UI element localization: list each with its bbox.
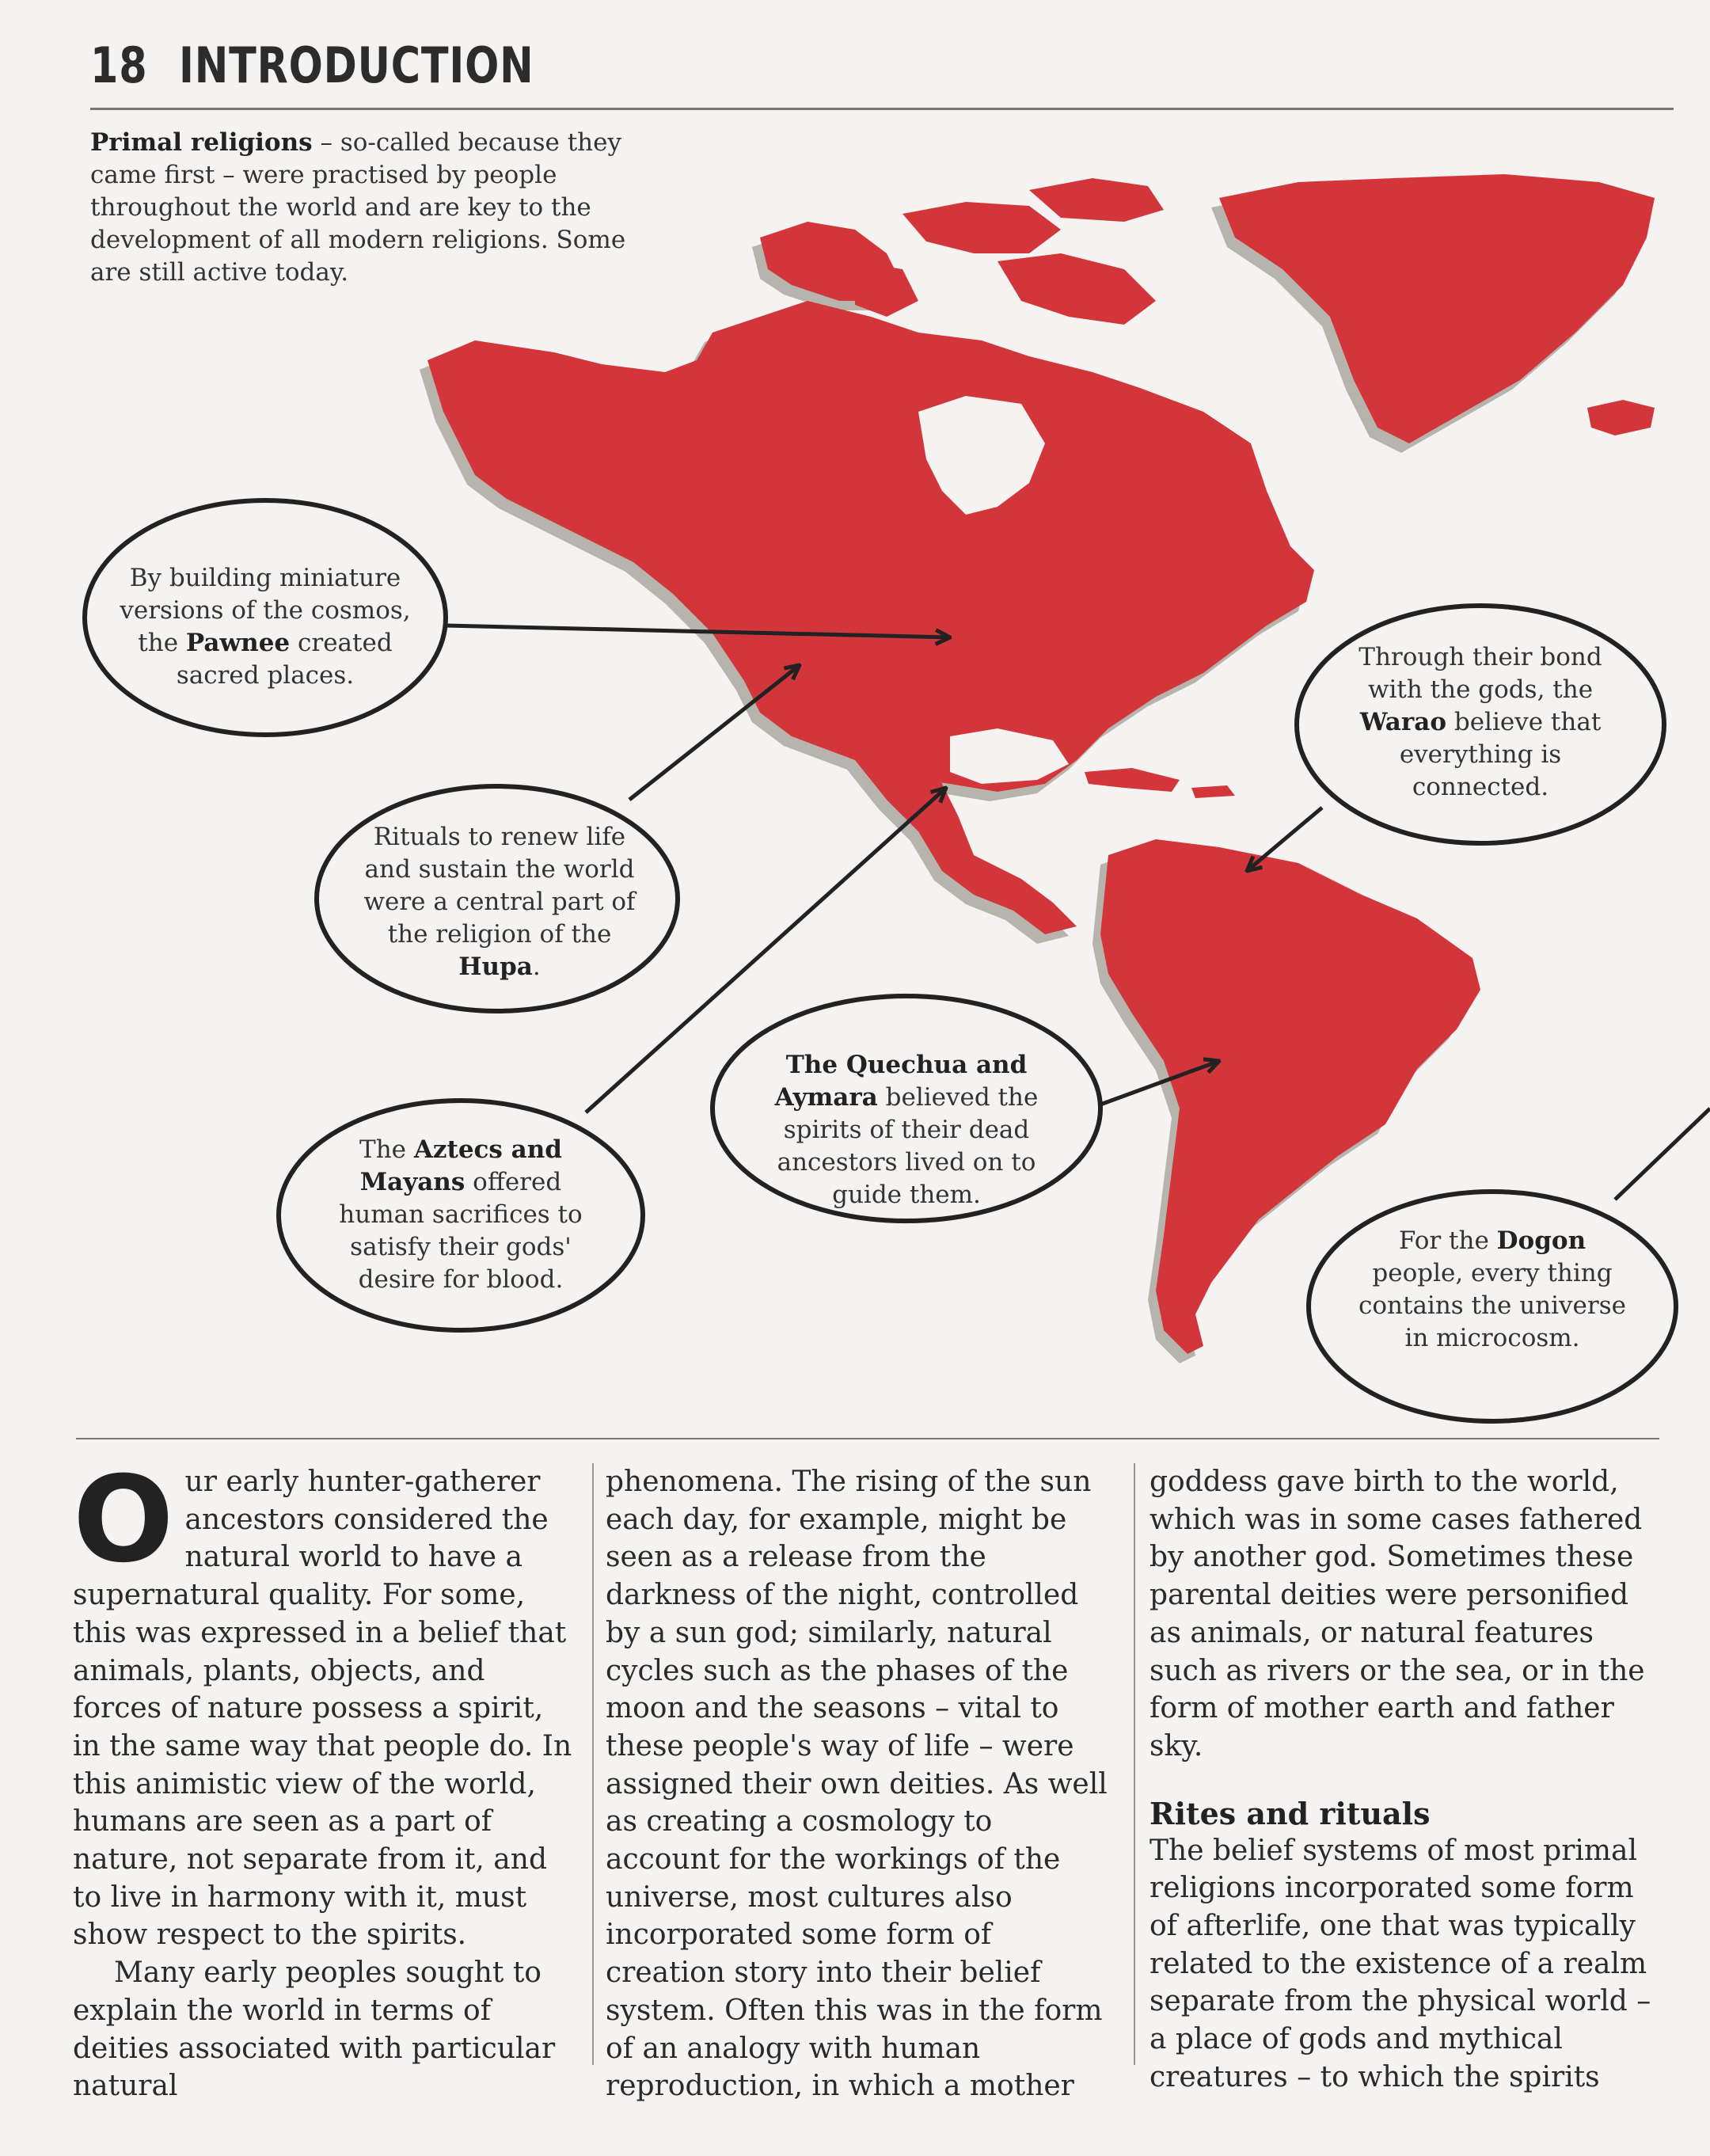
hupa-text-pre: Rituals to renew life and sustain the world were a central part of the religion of the: [363, 823, 636, 949]
section-title: INTRODUCTION: [179, 36, 534, 94]
pawnee-text-pre: By building miniature versions of the cosmos, the: [120, 564, 411, 657]
column-rule-1: [592, 1463, 594, 2065]
body-column-3: [1150, 1463, 1656, 2097]
intro-body: – so-called because they came first – were practised by people throughout the world and are key to the development of all modern religions. Some are still active today.: [90, 128, 626, 287]
dogon-pointer: [1615, 1108, 1710, 1200]
dogon-bubble: [1350, 1225, 1635, 1355]
col1-paragraph-1: ur early hunter-gatherer ancestors considered the natural world to have a supernatural quality. For some, this was expressed in a belief that animals, plants, objects, and forces of nature possess a spirit, in the same way that people do. In this animistic view of the world, humans are seen as a part of nature, not separate from it, and to live in harmony with it, must show respect to the spirits.: [73, 1466, 572, 1952]
hupa-name: Hupa: [458, 953, 533, 981]
column-rule-2: [1134, 1463, 1135, 2065]
intro-bold: Primal religions: [90, 128, 313, 157]
col3-paragraph-1: goddess gave birth to the world, which was in some cases fathered by another god. Sometimes these parental deities were personified as animals, or natural features such as rivers or the sea, or in the form of mother earth and father sky.: [1150, 1466, 1645, 1762]
pawnee-text-post: created sacred places.: [176, 629, 393, 690]
aztecs-text-post: offered human sacrifices to satisfy their gods' desire for blood.: [339, 1168, 583, 1294]
page-number: 18: [90, 36, 148, 94]
warao-bubble: [1346, 641, 1615, 804]
drop-cap: O: [73, 1451, 174, 1589]
col3-paragraph-2: The belief systems of most primal religions incorporated some form of afterlife, one that was typically related to the existence of a realm separate from the physical world – a place of gods and mythical creatures – to which the spirits: [1150, 1834, 1651, 2093]
col2-paragraph-1: phenomena. The rising of the sun each day, for example, might be seen as a release from the darkness of the night, controlled by a sun god; similarly, natural cycles such as the phases of the moon and the seasons – vital to these people's way of life – were assigned their own deities. As well as creating a cosmology to account for the workings of the universe, most cultures also incorporated some form of creation story into their belief system. Often this was in the form of an analogy with human reproduction, in which a mother: [606, 1466, 1108, 2103]
north-america: [428, 301, 1314, 792]
quechua-name: The Quechua and Aymara: [774, 1051, 1028, 1112]
dogon-text-pre: For the: [1398, 1226, 1497, 1255]
quechua-text-post: believed the spirits of their dead ancestors lived on to guide them.: [777, 1083, 1039, 1209]
warao-text-pre: Through their bond with the gods, the: [1358, 643, 1602, 704]
greenland: [1219, 174, 1655, 443]
quechua-bubble: [760, 1049, 1053, 1211]
warao-text-post: believe that everything is connected.: [1399, 708, 1602, 801]
pawnee-bubble: [117, 562, 413, 692]
dogon-text-post: people, every thing contains the universe in microcosm.: [1358, 1259, 1626, 1352]
col1-paragraph-2: Many early peoples sought to explain the world in terms of deities associated with particular natural: [73, 1956, 556, 2103]
warao-name: Warao: [1359, 708, 1446, 736]
aztecs-text-pre: The: [359, 1135, 414, 1164]
pawnee-name: Pawnee: [185, 629, 291, 657]
aztecs-name: Aztecs and Mayans: [359, 1135, 562, 1196]
hupa-text-post: .: [532, 953, 541, 981]
subheading-rites-rituals: Rites and rituals: [1150, 1795, 1431, 1831]
section-divider: [76, 1438, 1659, 1439]
hupa-bubble: [352, 821, 647, 983]
aztecs-bubble: [322, 1134, 599, 1296]
dogon-name: Dogon: [1496, 1226, 1586, 1255]
caribbean: [1085, 768, 1180, 792]
body-column-2: [606, 1463, 1112, 2105]
iceland: [1587, 400, 1655, 435]
body-column-1: [73, 1451, 580, 2105]
